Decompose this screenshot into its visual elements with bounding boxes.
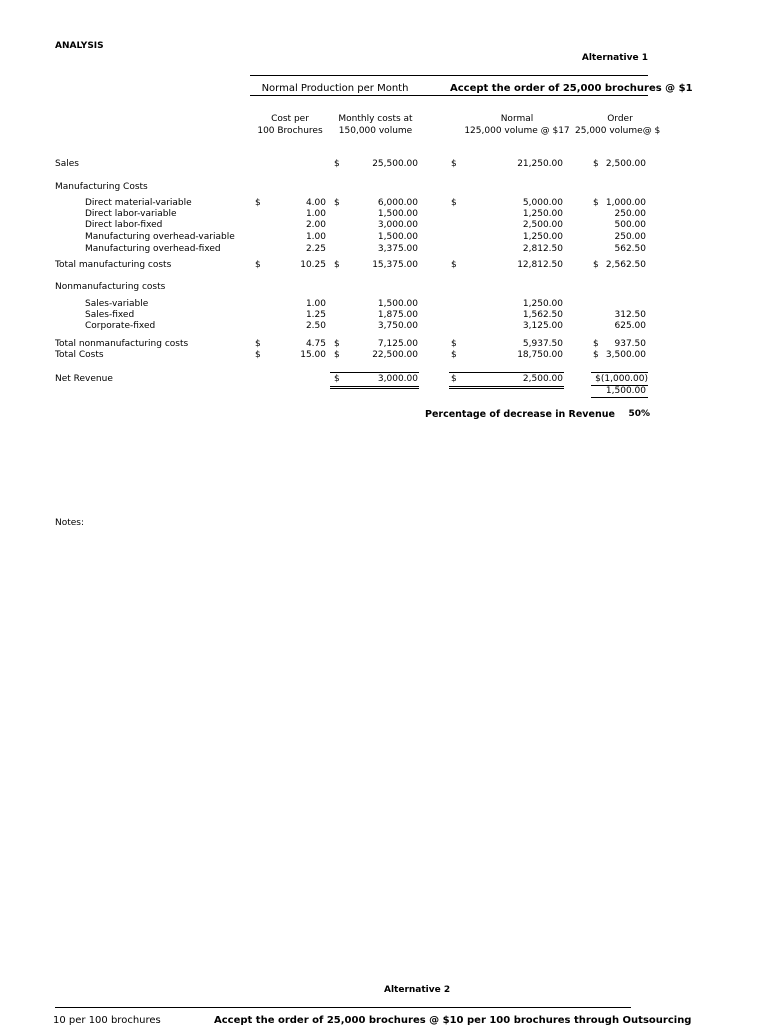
total-mfg-order-value: 2,562.50 bbox=[605, 260, 646, 270]
analysis-label: ANALYSIS bbox=[55, 41, 104, 51]
total-nonmfg-cost-value: 4.75 bbox=[305, 339, 326, 349]
alternative-2-rule bbox=[55, 1007, 631, 1008]
mfg-row-label: Direct labor-variable bbox=[85, 209, 177, 219]
mfg-row-order-value: 562.50 bbox=[614, 244, 646, 254]
net-revenue-normal-rule-1 bbox=[449, 386, 564, 387]
nonmfg-row-label: Sales-fixed bbox=[85, 310, 135, 320]
alternative-1-label: Alternative 1 bbox=[581, 53, 648, 63]
sales-normal-value: 21,250.00 bbox=[517, 159, 563, 169]
order-header: Order bbox=[607, 114, 633, 124]
net-revenue-monthly-rule-1 bbox=[330, 386, 419, 387]
total-costs-label: Total Costs bbox=[55, 350, 104, 360]
mfg-row-cost-value: 2.25 bbox=[305, 244, 326, 254]
nonmfg-row-monthly-value: 3,750.00 bbox=[377, 321, 418, 331]
total-mfg-normal-dollar: $ bbox=[451, 260, 457, 270]
net-revenue-normal-value: 2,500.00 bbox=[522, 374, 563, 384]
nonmfg-row-monthly-value: 1,500.00 bbox=[377, 299, 418, 309]
mfg-row-order-dollar: $ bbox=[593, 198, 599, 208]
alternative-2-label: Alternative 2 bbox=[384, 985, 451, 995]
nonmfg-row-cost-value: 1.00 bbox=[305, 299, 326, 309]
net-revenue-order-value: $(1,000.00) bbox=[595, 374, 648, 384]
sales-monthly-dollar: $ bbox=[334, 159, 340, 169]
sales-order-dollar: $ bbox=[593, 159, 599, 169]
sales-normal-dollar: $ bbox=[451, 159, 457, 169]
nonmfg-row-normal-value: 3,125.00 bbox=[522, 321, 563, 331]
normal-header: Normal bbox=[500, 114, 534, 124]
total-costs-cost-dollar: $ bbox=[255, 350, 261, 360]
nonmfg-row-monthly-value: 1,875.00 bbox=[377, 310, 418, 320]
mfg-row-monthly-value: 1,500.00 bbox=[377, 232, 418, 242]
net-revenue-normal-rule-2 bbox=[449, 388, 564, 389]
mfg-row-cost-value: 4.00 bbox=[305, 198, 326, 208]
total-costs-normal-dollar: $ bbox=[451, 350, 457, 360]
total-costs-order-dollar: $ bbox=[593, 350, 599, 360]
mfg-row-cost-value: 1.00 bbox=[305, 209, 326, 219]
mfg-row-normal-value: 2,812.50 bbox=[522, 244, 563, 254]
total-costs-cost-value: 15.00 bbox=[300, 350, 326, 360]
total-costs-order-value: 3,500.00 bbox=[605, 350, 646, 360]
mfg-row-order-value: 500.00 bbox=[614, 220, 646, 230]
total-mfg-order-dollar: $ bbox=[593, 260, 599, 270]
nonmfg-row-normal-value: 1,250.00 bbox=[522, 299, 563, 309]
net-revenue-order-subtotal-rule bbox=[591, 397, 648, 398]
net-revenue-monthly-value: 3,000.00 bbox=[377, 374, 418, 384]
mfg-row-monthly-value: 6,000.00 bbox=[377, 198, 418, 208]
total-mfg-monthly-value: 15,375.00 bbox=[372, 260, 418, 270]
net-revenue-label: Net Revenue bbox=[55, 374, 113, 384]
mfg-row-cost-value: 2.00 bbox=[305, 220, 326, 230]
net-revenue-normal-dollar: $ bbox=[451, 374, 457, 384]
order-volume-header: 25,000 volume@ $ bbox=[575, 126, 661, 136]
mfg-row-label: Manufacturing overhead-variable bbox=[85, 232, 235, 242]
mfg-row-normal-value: 1,250.00 bbox=[522, 232, 563, 242]
total-mfg-normal-value: 12,812.50 bbox=[517, 260, 563, 270]
total-mfg-monthly-dollar: $ bbox=[334, 260, 340, 270]
mfg-row-order-value: 1,000.00 bbox=[605, 198, 646, 208]
monthly-costs-header: Monthly costs at bbox=[338, 114, 413, 124]
total-nonmfg-monthly-dollar: $ bbox=[334, 339, 340, 349]
normal-volume-header: 125,000 volume @ $17 bbox=[464, 126, 570, 136]
nonmanufacturing-costs-heading: Nonmanufacturing costs bbox=[55, 282, 166, 292]
net-revenue-normal-top-rule bbox=[449, 372, 564, 373]
nonmfg-row-label: Sales-variable bbox=[85, 299, 149, 309]
net-revenue-monthly-rule-2 bbox=[330, 388, 419, 389]
total-nonmfg-order-dollar: $ bbox=[593, 339, 599, 349]
mfg-row-monthly-dollar: $ bbox=[334, 198, 340, 208]
mfg-row-monthly-value: 3,000.00 bbox=[377, 220, 418, 230]
pct-decrease-value: 50% bbox=[628, 409, 650, 419]
nonmfg-row-label: Corporate-fixed bbox=[85, 321, 156, 331]
normal-production-header: Normal Production per Month bbox=[261, 83, 409, 94]
total-costs-monthly-value: 22,500.00 bbox=[372, 350, 418, 360]
header-bottom-rule bbox=[250, 95, 648, 96]
nonmfg-row-order-value: 312.50 bbox=[614, 310, 646, 320]
cost-per-header-2: 100 Brochures bbox=[257, 126, 323, 136]
nonmfg-row-normal-value: 1,562.50 bbox=[522, 310, 563, 320]
pct-decrease-label: Percentage of decrease in Revenue bbox=[425, 409, 615, 420]
mfg-row-normal-dollar: $ bbox=[451, 198, 457, 208]
sales-monthly-value: 25,500.00 bbox=[372, 159, 418, 169]
total-costs-monthly-dollar: $ bbox=[334, 350, 340, 360]
mfg-row-normal-value: 5,000.00 bbox=[522, 198, 563, 208]
nonmfg-row-cost-value: 2.50 bbox=[305, 321, 326, 331]
mfg-row-order-value: 250.00 bbox=[614, 232, 646, 242]
net-revenue-monthly-top-rule bbox=[330, 372, 419, 373]
total-costs-normal-value: 18,750.00 bbox=[517, 350, 563, 360]
mfg-row-label: Direct material-variable bbox=[85, 198, 192, 208]
total-mfg-label: Total manufacturing costs bbox=[55, 260, 172, 270]
total-mfg-cost-value: 10.25 bbox=[300, 260, 326, 270]
mfg-row-monthly-value: 3,375.00 bbox=[377, 244, 418, 254]
cost-per-header: Cost per bbox=[271, 114, 309, 124]
accept-order-header: Accept the order of 25,000 brochures @ $1 bbox=[450, 83, 693, 94]
total-nonmfg-monthly-value: 7,125.00 bbox=[377, 339, 418, 349]
total-nonmfg-normal-dollar: $ bbox=[451, 339, 457, 349]
net-revenue-monthly-dollar: $ bbox=[334, 374, 340, 384]
net-revenue-order-top-rule bbox=[591, 372, 648, 373]
mfg-row-normal-value: 1,250.00 bbox=[522, 209, 563, 219]
mfg-row-label: Manufacturing overhead-fixed bbox=[85, 244, 221, 254]
mfg-row-order-value: 250.00 bbox=[614, 209, 646, 219]
bottom-right-header: Accept the order of 25,000 brochures @ $10 per 100 brochures through Outsourcing bbox=[214, 1015, 692, 1026]
nonmfg-row-cost-value: 1.25 bbox=[305, 310, 326, 320]
total-nonmfg-order-value: 937.50 bbox=[614, 339, 646, 349]
manufacturing-costs-heading: Manufacturing Costs bbox=[55, 182, 148, 192]
mfg-row-monthly-value: 1,500.00 bbox=[377, 209, 418, 219]
total-mfg-cost-dollar: $ bbox=[255, 260, 261, 270]
mfg-row-label: Direct labor-fixed bbox=[85, 220, 163, 230]
header-top-rule bbox=[250, 75, 648, 76]
total-nonmfg-normal-value: 5,937.50 bbox=[522, 339, 563, 349]
sales-label: Sales bbox=[55, 159, 79, 169]
bottom-left-header: 10 per 100 brochures bbox=[53, 1015, 161, 1026]
total-nonmfg-cost-dollar: $ bbox=[255, 339, 261, 349]
sales-order-value: 2,500.00 bbox=[605, 159, 646, 169]
total-nonmfg-label: Total nonmanufacturing costs bbox=[55, 339, 189, 349]
notes-label: Notes: bbox=[55, 518, 85, 528]
net-revenue-order-subtotal: 1,500.00 bbox=[605, 386, 646, 396]
mfg-row-cost-dollar: $ bbox=[255, 198, 261, 208]
nonmfg-row-order-value: 625.00 bbox=[614, 321, 646, 331]
mfg-row-cost-value: 1.00 bbox=[305, 232, 326, 242]
mfg-row-normal-value: 2,500.00 bbox=[522, 220, 563, 230]
monthly-costs-header-2: 150,000 volume bbox=[338, 126, 413, 136]
